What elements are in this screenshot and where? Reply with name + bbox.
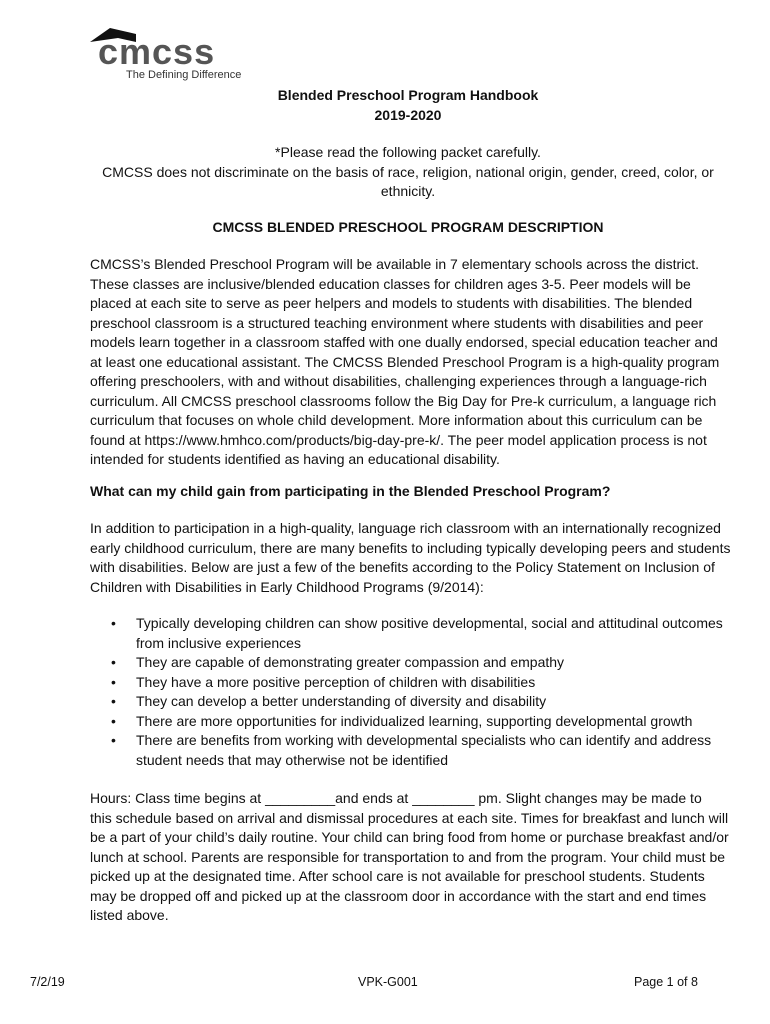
text-line: curriculum that focuses on whole child development. More information about this curriculum can be — [90, 412, 703, 428]
text-line: picked up at the designated time. After school care is not available for preschool students. Students — [90, 868, 705, 884]
text-line: at least one educational assistant. The CMCSS Blended Preschool Program is a high-quality program — [90, 353, 720, 370]
list-item — [108, 653, 748, 673]
text-line: There are benefits from working with developmental specialists who can identify and address — [136, 732, 712, 748]
text-line: They have a more positive perception of children with disabilities — [136, 673, 536, 690]
list-item — [108, 614, 748, 653]
text-line: student needs that may otherwise not be identified — [136, 751, 449, 768]
bullet-icon: • — [111, 615, 116, 631]
text-line: ethnicity. — [380, 183, 436, 199]
svg-text:cmcss: cmcss — [98, 31, 216, 72]
footer-date: 7/2/19 — [30, 975, 65, 989]
text-line: models learn together in a classroom staffed with one dually endorsed, special education teacher and — [90, 334, 718, 350]
text-line: They are capable of demonstrating greater compassion and empathy — [136, 654, 565, 670]
text-line: found at https://www.hmhco.com/products/big-day-pre-k/. The peer model application process is not — [90, 431, 707, 448]
bullet-icon: • — [111, 712, 116, 729]
benefits-intro — [90, 519, 730, 597]
question-text: What can my child gain from participating in the Blended Preschool Program? — [90, 483, 611, 499]
footer-code: VPK-G001 — [358, 975, 418, 989]
text-line: placed at each site to serve as peer helpers and models to students with disabilities. The blended — [90, 295, 693, 311]
text-line: preschool classroom is a structured teaching environment where students with disabilities and peer — [90, 314, 704, 331]
cmcss-logo — [88, 22, 248, 82]
svg-text:The Defining Difference: The Defining Difference — [126, 69, 242, 81]
list-item — [108, 673, 748, 693]
question-heading — [90, 482, 730, 502]
text-line: CMCSS does not discriminate on the basis of race, religion, national origin, gender, creed, color, or — [102, 163, 714, 180]
text-line: lunch at school. Parents are responsible for transportation to and from the program. Your child must be — [90, 848, 726, 865]
text-line: In addition to participation in a high-quality, language rich classroom with an internationally recognized — [90, 520, 721, 536]
hours-paragraph — [90, 789, 730, 926]
text-line: Typically developing children can show positive developmental, social and attitudinal outcomes — [136, 615, 723, 631]
bullet-icon: • — [111, 654, 116, 670]
text-line: may be dropped off and picked up at the classroom door in accordance with the start and end times — [90, 887, 707, 904]
text-line: These classes are inclusive/blended education classes for children ages 3-5. Peer models will be — [90, 275, 691, 292]
text-line: Children with Disabilities in Early Childhood Programs (9/2014): — [90, 578, 484, 595]
list-item — [108, 731, 748, 770]
document-title — [90, 86, 726, 125]
program-description — [90, 255, 730, 470]
benefits-list — [108, 614, 748, 770]
bullet-icon: • — [111, 693, 116, 709]
text-line: *Please read the following packet carefully. — [275, 144, 541, 160]
text-line: intended for students identified as having an educational disability. — [90, 451, 500, 467]
year-text: 2019-2020 — [374, 106, 442, 123]
text-line: CMCSS’s Blended Preschool Program will be available in 7 elementary schools across the district. — [90, 256, 700, 272]
text-line: with disabilities. Below are just a few of the benefits according to the Policy Statement on Inclusion of — [90, 559, 715, 575]
section-heading — [90, 218, 726, 238]
list-item — [108, 712, 748, 732]
list-item — [108, 692, 748, 712]
section-heading-text: CMCSS BLENDED PRESCHOOL PROGRAM DESCRIPTION — [212, 219, 604, 235]
footer-page: Page 1 of 8 — [634, 975, 698, 989]
text-line: Hours: Class time begins at _________and ends at ________ pm. Slight changes may be made to — [90, 790, 702, 806]
text-line: be a part of your child’s daily routine. Your child can bring food from home or purchase breakfast and/or — [90, 829, 729, 845]
text-line: They can develop a better understanding of diversity and disability — [136, 693, 547, 709]
notice — [90, 143, 726, 202]
text-line: listed above. — [90, 907, 169, 923]
text-line: from inclusive experiences — [136, 634, 301, 651]
text-line: this schedule based on arrival and dismissal procedures at each site. Times for breakfast and lunch will — [90, 809, 729, 826]
text-line: curriculum. All CMCSS preschool classrooms follow the Big Day for Pre-k curriculum, a language rich — [90, 392, 717, 409]
text-line: There are more opportunities for individualized learning, supporting developmental growth — [136, 712, 693, 729]
bullet-icon: • — [111, 673, 116, 690]
text-line: offering preschoolers, with and without disabilities, challenging experiences through a language-rich — [90, 373, 707, 389]
title-text: Blended Preschool Program Handbook — [277, 87, 539, 103]
bullet-icon: • — [111, 732, 116, 748]
text-line: early childhood curriculum, there are many benefits to including typically developing peers and students — [90, 539, 731, 556]
